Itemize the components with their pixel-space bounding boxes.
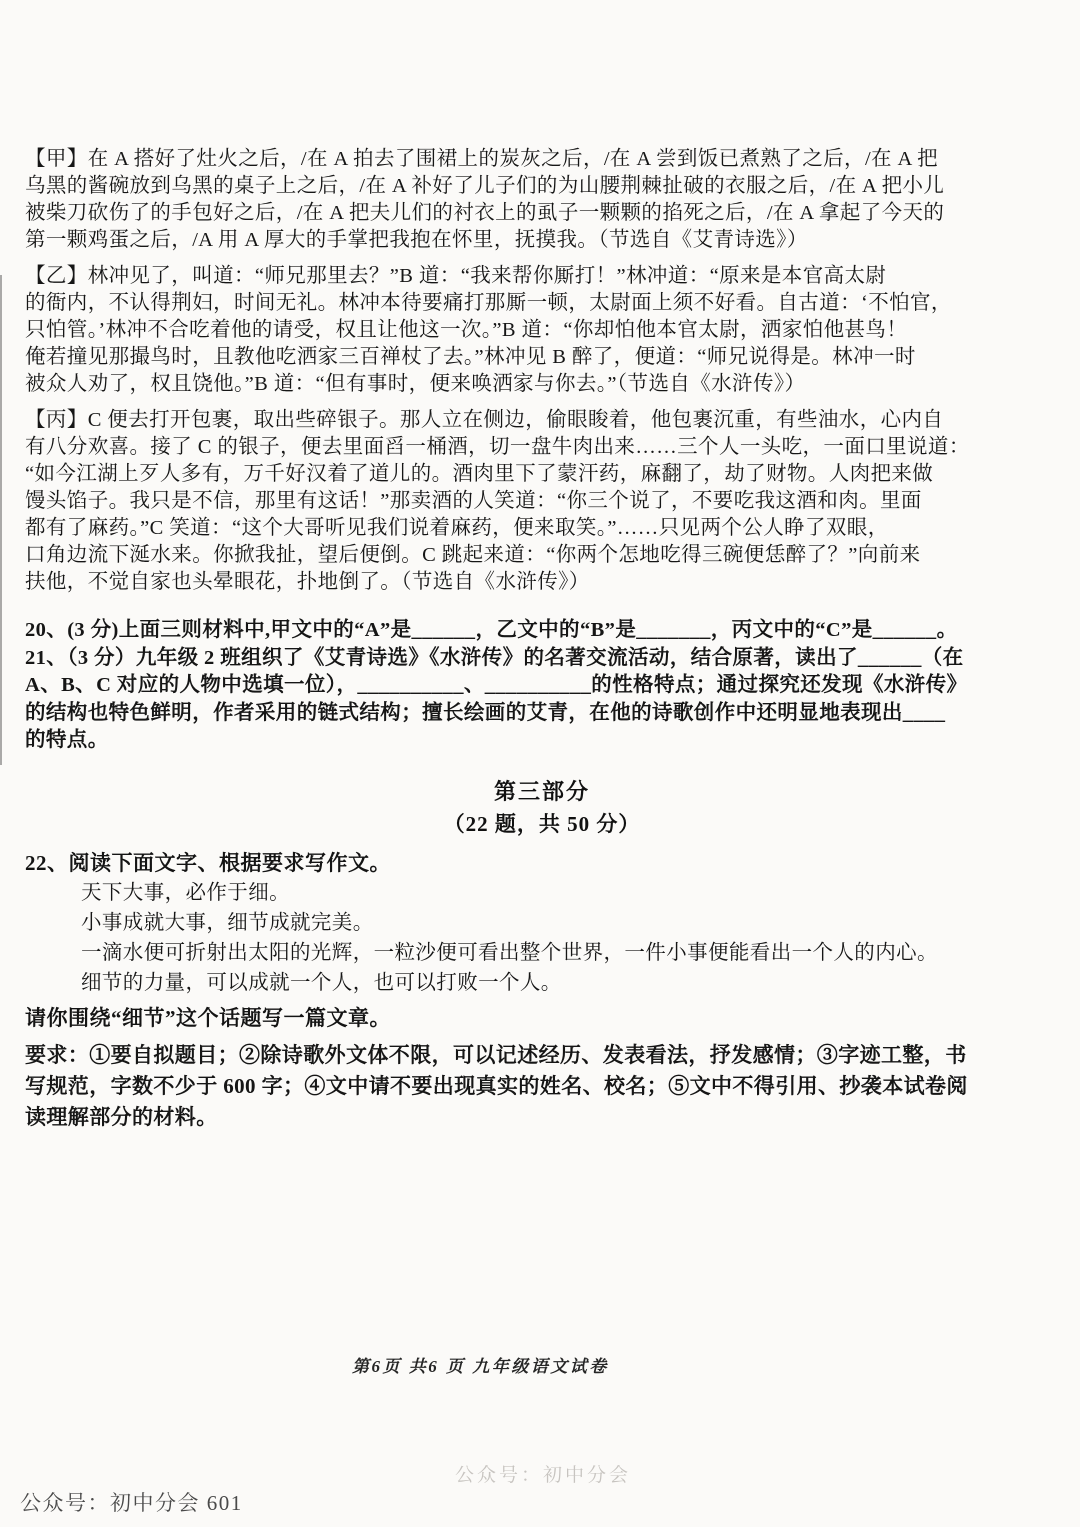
question-22-requirements (25, 1040, 1059, 1133)
text-line: 的衙内，不认得荆妇，时间无礼。林冲本待要痛打那厮一顿，太尉面上须不好看。自古道：‘不怕官， (25, 292, 952, 314)
text-line: 【丙】C 便去打开包裹，取出些碎银子。那人立在侧边，偷眼睃着，他包裹沉重，有些油水，心内自 (25, 409, 944, 431)
text-line: 扶他，不觉自家也头晕眼花，扑地倒了。（节选自《水浒传》） (25, 571, 590, 593)
text-line: 的特点。 (25, 729, 109, 751)
text-line: 写规范，字数不少于 600 字；④文中请不要出现真实的姓名、校名；⑤文中不得引用、抄袭本试卷阅 (25, 1073, 968, 1098)
text-line: 21、（3 分）九年级 2 班组织了《艾青诗选》《水浒传》的名著交流活动，结合原著，读出了______（在 (25, 646, 964, 669)
text-line: 【乙】林冲见了，叫道：“师兄那里去？”B 道：“我来帮你厮打！”林冲道：“原来是本官高太尉 (25, 265, 887, 287)
text-line: 被柴刀砍伤了的手包好之后，/在 A 把夫儿们的衬衣上的虱子一颗颗的掐死之后，/在 A 拿起了今天的 (25, 202, 945, 224)
text-line: 有八分欢喜。接了 C 的银子，便去里面舀一桶酒，切一盘牛肉出来……三个人一头吃，一面口里说道： (25, 436, 970, 458)
page-footer-info: 第6页 共6 页 九年级语文试卷 (352, 1357, 609, 1376)
text-line: 都有了麻药。”C 笑道：“这个大哥听见我们说着麻药，便来取笑。”……只见两个公人睁了双眼， (25, 517, 889, 539)
text-line: 俺若撞见那撮鸟时，且教他吃洒家三百禅杖了去。”林冲见 B 醉了，便道：“师兄说得是。林冲一时 (25, 346, 916, 368)
text-line: 读理解部分的材料。 (25, 1104, 218, 1129)
passage-jia (25, 146, 1059, 254)
text-line: 的结构也特色鲜明，作者采用的链式结构；擅长绘画的艾青，在他的诗歌创作中还明显地表现出____ (25, 701, 946, 724)
section-three-title: 第三部分 (493, 778, 590, 804)
text-line: 乌黑的酱碗放到乌黑的桌子上之后，/在 A 补好了儿子们的为山腰荆棘扯破的衣服之后，/在 A 把小儿 (25, 175, 945, 197)
question-22-quote-block (81, 878, 1059, 998)
text-line: 一滴水便可折射出太阳的光辉，一粒沙便可看出整个世界，一件小事便能看出一个人的内心。 (81, 941, 938, 964)
text-line: 只怕管。’林冲不合吃着他的请受，权且让他这一次。”B 道：“你却怕他本官太尉，洒家怕他甚鸟！ (25, 319, 908, 341)
text-line: 被众人劝了，权且饶他。”B 道：“但有事时，便来唤洒家与你去。”（节选自《水浒传》） (25, 373, 806, 395)
question-20 (25, 617, 1059, 645)
text-line: A、B、C 对应的人物中选填一位），__________、__________的性格特点；通过探究还发现《水浒传》 (25, 674, 968, 696)
passage-bing (25, 407, 1059, 596)
text-line: 第一颗鸡蛋之后，/A 用 A 厚大的手掌把我抱在怀里，抚摸我。（节选自《艾青诗选》） (25, 229, 808, 251)
passage-yi (25, 263, 1059, 398)
question-22-topic-line: 请你围绕“细节”这个话题写一篇文章。 (25, 1005, 391, 1030)
question-21 (25, 645, 1059, 755)
watermark-center: 公众号：初中分会 (455, 1465, 632, 1486)
text-line: 口角边流下涎水来。你掀我扯，望后便倒。C 跳起来道：“你两个怎地吃得三碗便恁醉了？”向前来 (25, 544, 921, 566)
text-line: 要求：①要自拟题目；②除诗歌外文体不限，可以记述经历、发表看法，抒发感情；③字迹工整，书 (25, 1042, 967, 1067)
text-line: 20、(3 分)上面三则材料中,甲文中的“A”是______，乙文中的“B”是_______，丙文中的“C”是______。 (25, 619, 958, 641)
text-line: “如今江湖上歹人多有，万千好汉着了道儿的。酒肉里下了蒙汗药，麻翻了，劫了财物。人肉把来做 (25, 463, 934, 485)
page-content (25, 146, 1059, 1133)
text-line: 细节的力量，可以成就一个人，也可以打败一个人。 (81, 971, 562, 994)
scan-edge-artifact (0, 275, 2, 765)
text-line: 小事成就大事，细节成就完美。 (81, 911, 374, 934)
text-line: 天下大事，必作于细。 (81, 881, 290, 904)
section-three-subtitle: （22 题，共 50 分） (443, 811, 641, 836)
question-22-intro: 22、阅读下面文字、根据要求写作文。 (25, 850, 391, 875)
watermark-bottom-left: 公众号：初中分会 601 (20, 1491, 243, 1515)
text-line: 馒头馅子。我只是不信，那里有这话！”那卖酒的人笑道：“你三个说了，不要吃我这酒和肉。里面 (25, 490, 922, 512)
text-line: 【甲】在 A 搭好了灶火之后，/在 A 拍去了围裙上的炭灰之后，/在 A 尝到饭已煮熟了之后，/在 A 把 (25, 148, 938, 170)
